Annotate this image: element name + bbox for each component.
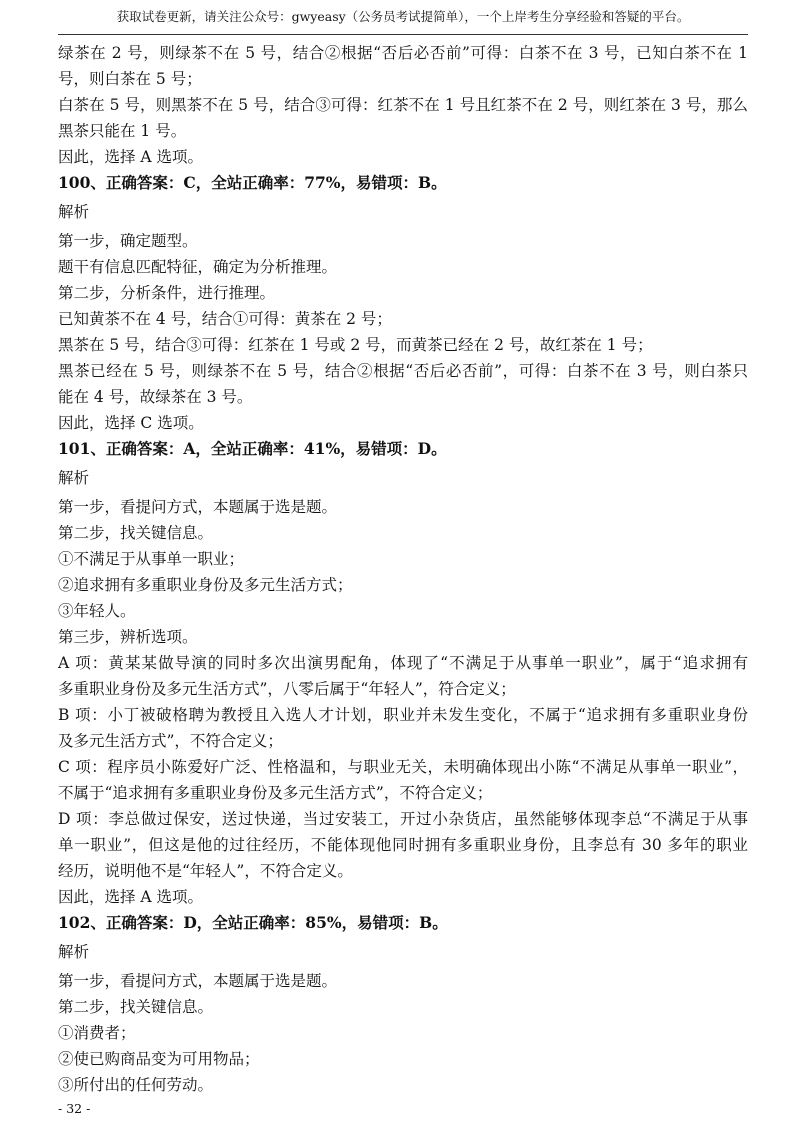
page-number: - 32 - (58, 1101, 91, 1116)
text-line: ③年轻人。 (58, 602, 136, 620)
answer-heading: 102、正确答案：D，全站正确率：85%，易错项：B。 (58, 913, 448, 932)
text-line: 第二步，分析条件，进行推理。 (58, 284, 276, 302)
text-line: 解析 (58, 469, 90, 487)
answer-heading: 100、正确答案：C，全站正确率：77%，易错项：B。 (58, 173, 447, 192)
text-line: B 项：小丁被破格聘为教授且入选人才计划，职业并未发生变化，不属于“追求拥有多重职业身份 (58, 706, 748, 724)
text-line: ②追求拥有多重职业身份及多元生活方式； (58, 576, 353, 594)
header-text: 获取试卷更新，请关注公众号：gwyeasy（公务员考试提简单），一个上岸考生分享经验和答疑的平台。 (116, 9, 690, 24)
text-line: ③所付出的任何劳动。 (58, 1076, 214, 1094)
text-line: D 项：李总做过保安，送过快递，当过安装工，开过小杂货店，虽然能够体现李总“不满足于从事 (58, 810, 748, 828)
text-line: 经历，说明他不是“年轻人”，不符合定义。 (58, 862, 353, 880)
text-line: 能在 4 号，故绿茶在 3 号。 (58, 388, 253, 406)
text-line: 第二步，找关键信息。 (58, 998, 214, 1016)
text-line: 白茶在 5 号，则黑茶不在 5 号，结合③可得：红茶不在 1 号且红茶不在 2 号，则红茶在 3 号，那么 (58, 96, 748, 114)
text-line: 第三步，辨析选项。 (58, 628, 198, 646)
text-line: ②使已购商品变为可用物品； (58, 1050, 260, 1068)
text-line: 及多元生活方式”，不符合定义； (58, 732, 283, 750)
text-line: 黑茶只能在 1 号。 (58, 122, 187, 140)
text-line: 黑茶已经在 5 号，则绿茶不在 5 号，结合②根据“否后必否前”，可得：白茶不在 3 号，则白茶只 (58, 362, 748, 380)
text-line: 解析 (58, 203, 90, 221)
text-line: 绿茶在 2 号，则绿茶不在 5 号，结合②根据“否后必否前”可得：白茶不在 3 号，已知白茶不在 1 (58, 44, 748, 62)
text-line: ①不满足于从事单一职业； (58, 550, 245, 568)
text-line: 第一步，看提问方式，本题属于选是题。 (58, 498, 338, 516)
text-line: 第一步，确定题型。 (58, 232, 198, 250)
document-body (58, 40, 748, 1098)
text-line: 解析 (58, 943, 90, 961)
text-line: 单一职业”，但这是他的过往经历，不能体现他同时拥有多重职业身份，且李总有 30 多年的职业 (58, 836, 748, 854)
text-line: 第一步，看提问方式，本题属于选是题。 (58, 972, 338, 990)
answer-heading: 101、正确答案：A，全站正确率：41%，易错项：D。 (58, 439, 447, 458)
text-line: ①消费者； (58, 1024, 136, 1042)
page-header (58, 0, 748, 35)
text-line: C 项：程序员小陈爱好广泛、性格温和，与职业无关，未明确体现出小陈“不满足从事单一职业”， (58, 758, 748, 776)
text-line: 号，则白茶在 5 号； (58, 70, 202, 88)
text-line: 因此，选择 C 选项。 (58, 414, 204, 432)
text-line: 不属于“追求拥有多重职业身份及多元生活方式”，不符合定义； (58, 784, 493, 802)
text-line: 因此，选择 A 选项。 (58, 148, 204, 166)
text-line: 第二步，找关键信息。 (58, 524, 214, 542)
text-line: 多重职业身份及多元生活方式”，八零后属于“年轻人”，符合定义； (58, 680, 516, 698)
text-line: 题干有信息匹配特征，确定为分析推理。 (58, 258, 338, 276)
text-line: 因此，选择 A 选项。 (58, 888, 204, 906)
text-line: 已知黄茶不在 4 号，结合①可得：黄茶在 2 号； (58, 310, 392, 328)
text-line: A 项：黄某某做导演的同时多次出演男配角，体现了“不满足于从事单一职业”，属于“追求拥有 (58, 654, 748, 672)
text-line: 黑茶在 5 号，结合③可得：红茶在 1 号或 2 号，而黄茶已经在 2 号，故红茶在 1 号； (58, 336, 653, 354)
